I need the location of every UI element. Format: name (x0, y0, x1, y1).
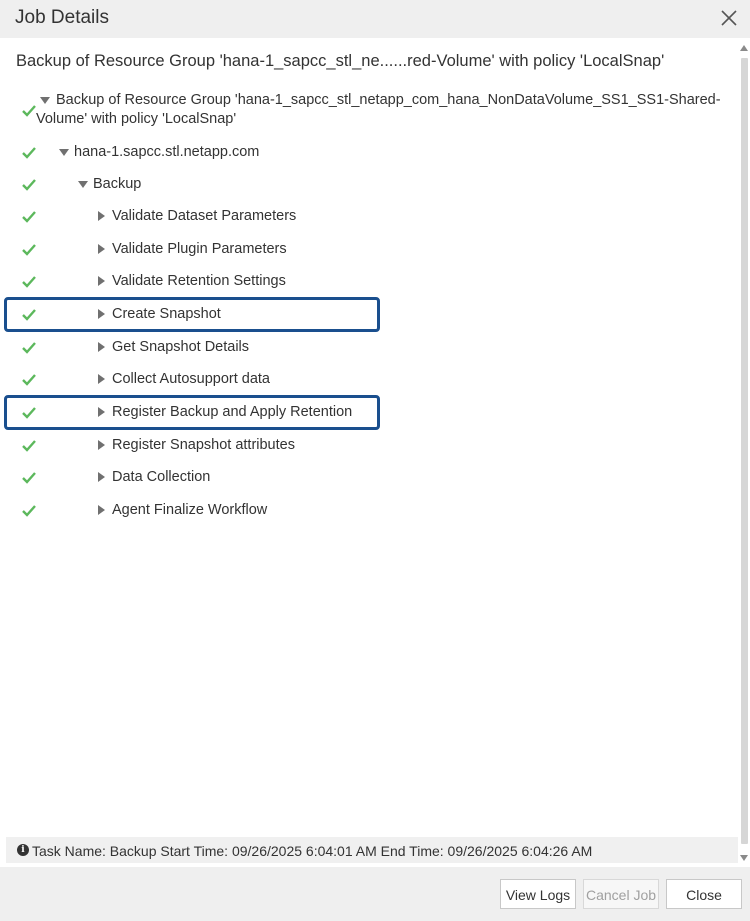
tree-step-label: Validate Dataset Parameters (112, 208, 297, 224)
tree-step-row[interactable] (0, 238, 700, 262)
tree-step-row[interactable] (0, 368, 700, 392)
check-icon (22, 147, 36, 159)
tree-node-backup-label: Backup (93, 176, 142, 192)
tree-node-host-label: hana-1.sapcc.stl.netapp.com (74, 144, 260, 160)
check-icon (22, 179, 36, 191)
tree-node-host[interactable] (0, 141, 700, 165)
close-icon[interactable] (718, 7, 740, 29)
tree-step-label: Register Snapshot attributes (112, 437, 295, 453)
tree-step-row[interactable] (0, 205, 700, 229)
caret-right-icon[interactable] (98, 342, 105, 352)
tree-node-backup[interactable] (0, 173, 700, 197)
caret-right-icon[interactable] (98, 472, 105, 482)
check-icon (22, 472, 36, 484)
tree-step-row[interactable] (0, 434, 700, 458)
tree-step-label: Validate Plugin Parameters (112, 241, 287, 257)
scroll-down-arrow-icon[interactable] (740, 855, 748, 861)
caret-right-icon[interactable] (98, 374, 105, 384)
caret-down-icon[interactable] (40, 97, 50, 104)
tree-step-row[interactable] (0, 270, 700, 294)
tree-step-label: Data Collection (112, 469, 211, 485)
view-logs-button[interactable]: View Logs (500, 879, 576, 909)
tree-step-row[interactable] (0, 336, 700, 360)
close-button[interactable]: Close (666, 879, 742, 909)
check-icon (22, 105, 36, 117)
task-info-bar (6, 837, 738, 863)
check-icon (22, 309, 36, 321)
tree-node-root-label-cont: Volume' with policy 'LocalSnap' (36, 111, 237, 127)
dialog-titlebar (0, 0, 750, 38)
tree-step-row[interactable] (0, 499, 700, 523)
caret-right-icon[interactable] (98, 505, 105, 515)
scroll-thumb[interactable] (741, 58, 748, 844)
check-icon (22, 505, 36, 517)
tree-step-label: Collect Autosupport data (112, 371, 270, 387)
task-info-text: Task Name: Backup Start Time: 09/26/2025 6:04:01 AM End Time: 09/26/2025 6:04:26 AM (32, 843, 593, 859)
check-icon (22, 244, 36, 256)
check-icon (22, 407, 36, 419)
dialog-title: Job Details (15, 7, 109, 28)
check-icon (22, 211, 36, 223)
scroll-up-arrow-icon[interactable] (740, 45, 748, 51)
tree-step-label: Register Backup and Apply Retention (112, 404, 353, 420)
caret-right-icon[interactable] (98, 276, 105, 286)
dialog-button-bar (0, 867, 750, 921)
caret-down-icon[interactable] (59, 149, 69, 156)
check-icon (22, 342, 36, 354)
tree-step-row[interactable] (0, 303, 700, 327)
info-icon: i (17, 844, 29, 856)
caret-right-icon[interactable] (98, 211, 105, 221)
cancel-job-button[interactable]: Cancel Job (583, 879, 659, 909)
check-icon (22, 440, 36, 452)
caret-right-icon[interactable] (98, 407, 105, 417)
caret-right-icon[interactable] (98, 244, 105, 254)
check-icon (22, 276, 36, 288)
caret-right-icon[interactable] (98, 309, 105, 319)
vertical-scrollbar[interactable] (738, 38, 750, 864)
job-summary-title: Backup of Resource Group 'hana-1_sapcc_stl_ne......red-Volume' with policy 'LocalSnap' (16, 52, 665, 70)
caret-down-icon[interactable] (78, 181, 88, 188)
tree-node-root[interactable] (0, 90, 721, 130)
tree-step-label: Get Snapshot Details (112, 339, 250, 355)
tree-step-label: Create Snapshot (112, 306, 221, 322)
tree-step-label: Validate Retention Settings (112, 273, 286, 289)
check-icon (22, 374, 36, 386)
caret-right-icon[interactable] (98, 440, 105, 450)
tree-step-row[interactable] (0, 466, 700, 490)
tree-node-root-label: Backup of Resource Group 'hana-1_sapcc_stl_netapp_com_hana_NonDataVolume_SS1_SS1-Shared- (56, 92, 721, 108)
tree-step-row[interactable] (0, 401, 700, 425)
tree-step-label: Agent Finalize Workflow (112, 502, 268, 518)
